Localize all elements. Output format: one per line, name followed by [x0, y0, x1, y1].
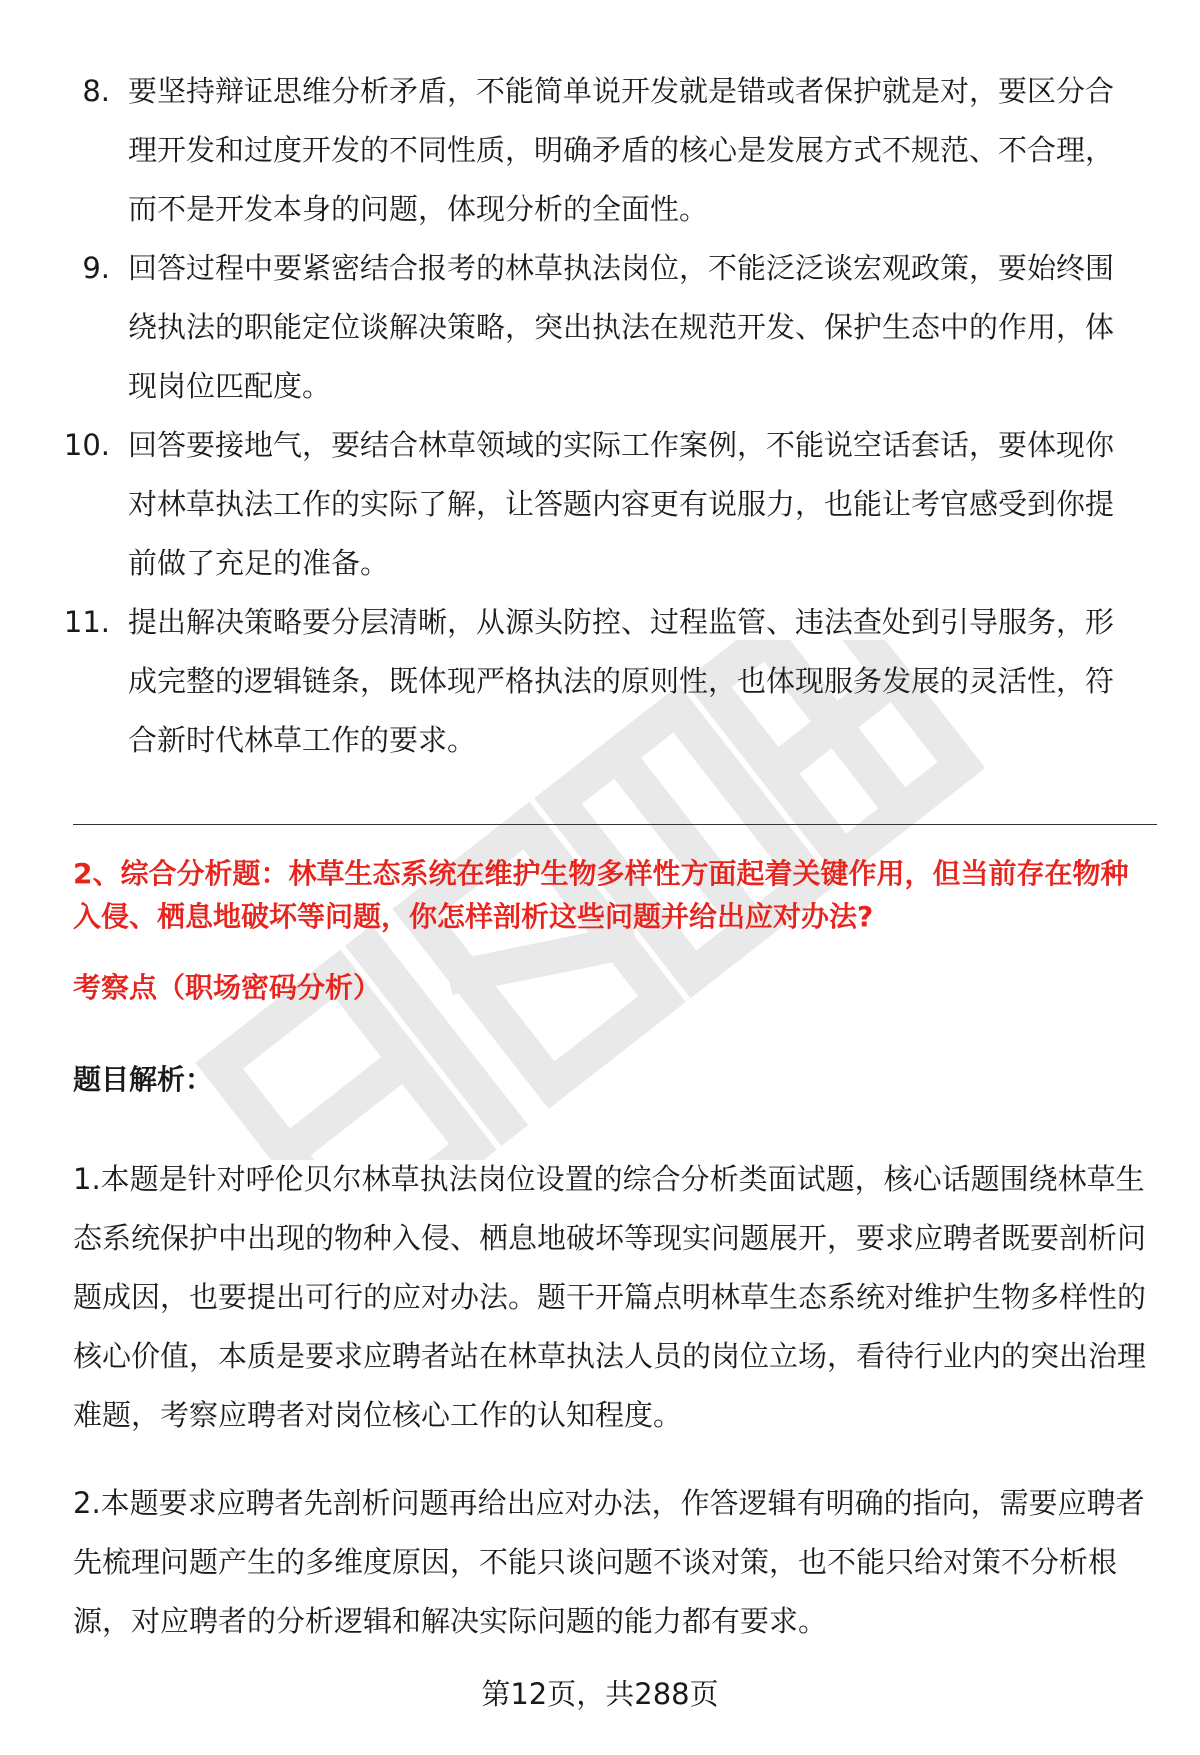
section-divider — [73, 824, 1157, 825]
analysis-heading: 题目解析： — [73, 1063, 214, 1096]
list-item-number: 10. — [63, 428, 110, 462]
question-title: 2、综合分析题：林草生态系统在维护生物多样性方面起着关键作用，但当前存在物种入侵、栖息地破坏等问题，你怎样剖析这些问题并给出应对办法? — [73, 857, 1129, 933]
list-item — [60, 416, 1140, 593]
list-item — [60, 239, 1140, 416]
list-item-text: 提出解决策略要分层清晰，从源头防控、过程监管、违法查处到引导服务，形成完整的逻辑链条，既体现严格执法的原则性，也体现服务发展的灵活性，符合新时代林草工作的要求。 — [128, 605, 1115, 757]
list-item-number: 11. — [63, 605, 110, 639]
list-item-number: 9. — [82, 251, 110, 285]
list-item — [60, 62, 1140, 239]
list-item-text: 回答要接地气，要结合林草领域的实际工作案例，不能说空话套话，要体现你对林草执法工作的实际了解，让答题内容更有说服力，也能让考官感受到你提前做了充足的准备。 — [128, 428, 1115, 580]
list-item-number: 8. — [82, 74, 110, 108]
list-item — [60, 593, 1140, 770]
analysis-paragraph: 1.本题是针对呼伦贝尔林草执法岗位设置的综合分析类面试题，核心话题围绕林草生态系统保护中出现的物种入侵、栖息地破坏等现实问题展开，要求应聘者既要剖析问题成因，也要提出可行的应对办法。题干开篇点明林草生态系统对维护生物多样性的核心价值，本质是要求应聘者站在林草执法人员的岗位立场，看待行业内的突出治理难题，考察应聘者对岗位核心工作的认知程度。 — [73, 1162, 1147, 1432]
tips-list — [60, 62, 1140, 770]
exam-point-heading: 考察点（职场密码分析） — [73, 971, 382, 1004]
page-number-footer: 第12页，共288页 — [481, 1677, 719, 1711]
list-item-text: 要坚持辩证思维分析矛盾，不能简单说开发就是错或者保护就是对，要区分合理开发和过度开发的不同性质，明确矛盾的核心是发展方式不规范、不合理，而不是开发本身的问题，体现分析的全面性。 — [128, 74, 1115, 226]
list-item-text: 回答过程中要紧密结合报考的林草执法岗位，不能泛泛谈宏观政策，要始终围绕执法的职能定位谈解决策略，突出执法在规范开发、保护生态中的作用，体现岗位匹配度。 — [128, 251, 1115, 403]
analysis-paragraph: 2.本题要求应聘者先剖析问题再给出应对办法，作答逻辑有明确的指向，需要应聘者先梳理问题产生的多维度原因，不能只谈问题不谈对策，也不能只给对策不分析根源，对应聘者的分析逻辑和解决实际问题的能力都有要求。 — [73, 1486, 1145, 1638]
